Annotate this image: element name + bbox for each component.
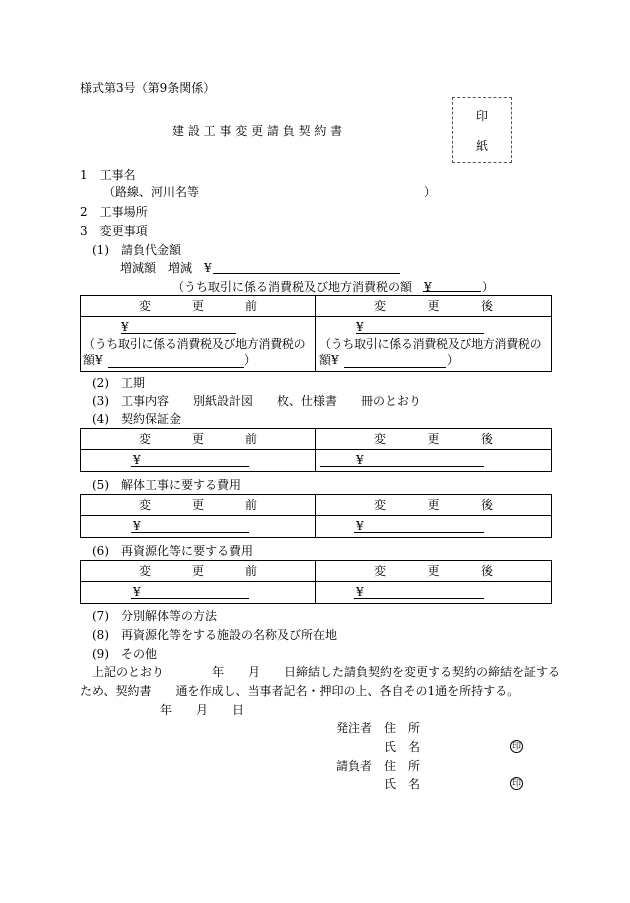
contract-deposit-table: [80, 428, 552, 472]
increase-amount-line: [213, 273, 400, 274]
demolition-cost-table: [80, 494, 552, 538]
header-before: [81, 561, 316, 582]
tax-before-line: [108, 353, 244, 368]
header-after-char: 後: [480, 498, 493, 512]
other-heading: (9) その他: [92, 647, 157, 661]
deposit-before-cell: [81, 450, 316, 472]
recycling-before-cell: [81, 582, 316, 604]
header-before-char: 前: [244, 498, 257, 512]
header-before-char: 前: [244, 564, 257, 578]
header-after-char: 更: [427, 432, 440, 446]
header-after: [316, 296, 552, 317]
recycling-facility-heading: (8) 再資源化等をする施設の名称及び所在地: [92, 628, 337, 642]
contract-amount-table: [80, 295, 552, 372]
tax-after-yen: 額¥: [319, 353, 339, 367]
header-after-char: 変: [374, 564, 387, 578]
header-after-char: 後: [480, 432, 493, 446]
orderer-name-label: 氏 名: [384, 740, 421, 754]
orderer-address-label: 住 所: [384, 721, 421, 735]
contractor-seal-icon: 印: [511, 779, 521, 789]
recycling-cost-table: [80, 560, 552, 604]
header-before-char: 前: [244, 432, 257, 446]
orderer-label: 発注者: [336, 721, 373, 735]
header-before-char: 更: [191, 498, 204, 512]
section-1-heading: 1 工事名: [80, 168, 136, 182]
amount-after-cell: [316, 317, 552, 372]
header-after-char: 後: [480, 299, 493, 313]
header-before: [81, 495, 316, 516]
closing-statement-line2: ため、契約書 通を作成し、当事者記名・押印の上、各自その1通を所持する。: [80, 684, 520, 698]
recycling-before-yen: ¥: [133, 585, 141, 599]
header-before-char: 変: [139, 299, 152, 313]
header-before: [81, 296, 316, 317]
amount-before-cell: [81, 317, 316, 372]
amount-after-line: [356, 319, 484, 334]
orderer-seal-icon: 印: [511, 742, 521, 752]
demolition-before-yen: ¥: [133, 519, 141, 533]
tax-after-text: （うち取引に係る消費税及び地方消費税の: [319, 337, 542, 351]
deposit-after-line: [320, 452, 484, 467]
tax-before-text: （うち取引に係る消費税及び地方消費税の: [83, 337, 306, 351]
tax-after-line: [344, 353, 446, 368]
route-river-label: （路線、河川名等: [103, 185, 200, 199]
contract-deposit-heading: (4) 契約保証金: [92, 412, 181, 426]
header-after-char: 更: [427, 299, 440, 313]
stamp-label-bottom: 紙: [475, 139, 488, 153]
header-after: [316, 561, 552, 582]
deposit-after-cell: [316, 450, 552, 472]
header-after-char: 変: [374, 498, 387, 512]
contractor-address-label: 住 所: [384, 759, 421, 773]
amount-after-yen: ¥: [356, 320, 364, 334]
header-after: [316, 429, 552, 450]
demolition-cost-heading: (5) 解体工事に要する費用: [92, 478, 241, 492]
header-before: [81, 429, 316, 450]
deposit-after-yen: ¥: [356, 453, 364, 467]
stamp-label-top: 印: [475, 109, 488, 123]
separate-demolition-heading: (7) 分別解体等の方法: [92, 609, 217, 623]
header-before-char: 更: [191, 299, 204, 313]
tax-before-yen: 額¥: [83, 353, 103, 367]
header-after: [316, 495, 552, 516]
section-3-heading: 3 変更事項: [80, 224, 148, 238]
tax-after-close: ）: [447, 353, 460, 367]
consumption-tax-line: [423, 291, 481, 292]
amount-before-line: [121, 319, 236, 334]
contract-date: 年 月 日: [160, 703, 245, 717]
form-number: 様式第3号（第9条関係）: [80, 81, 216, 95]
increase-amount-label: 増減額 増減 ¥: [120, 261, 212, 275]
closing-statement-line1: 上記のとおり 年 月 日締結した請負契約を変更する契約の締結を証する: [92, 665, 561, 679]
revenue-stamp-box: [452, 97, 512, 163]
header-after-char: 変: [374, 432, 387, 446]
construction-period-heading: (2) 工期: [92, 376, 145, 390]
demolition-after-yen: ¥: [356, 519, 364, 533]
header-after-char: 後: [480, 564, 493, 578]
demolition-before-cell: [81, 516, 316, 538]
header-before-char: 前: [244, 299, 257, 313]
header-before-char: 更: [191, 564, 204, 578]
route-river-close: ）: [424, 185, 437, 199]
contractor-name-label: 氏 名: [384, 777, 421, 791]
construction-content-heading: (3) 工事内容 別紙設計図 枚、仕様書 冊のとおり: [92, 394, 422, 408]
demolition-before-line: [131, 518, 249, 533]
contractor-label: 請負者: [336, 759, 373, 773]
contract-amount-heading: (1) 請負代金額: [92, 243, 181, 257]
amount-before-yen: ¥: [121, 320, 129, 334]
header-after-char: 更: [427, 498, 440, 512]
consumption-tax-close: ）: [482, 280, 495, 294]
deposit-before-yen: ¥: [133, 453, 141, 467]
header-before-char: 変: [139, 564, 152, 578]
recycling-after-cell: [316, 582, 552, 604]
recycling-cost-heading: (6) 再資源化等に要する費用: [92, 544, 253, 558]
section-2-heading: 2 工事場所: [80, 205, 148, 219]
tax-before-close: ）: [244, 353, 257, 367]
header-after-char: 変: [374, 299, 387, 313]
document-title: 建 設 工 事 変 更 請 負 契 約 書: [172, 124, 343, 138]
header-before-char: 変: [139, 498, 152, 512]
deposit-before-line: [131, 452, 249, 467]
header-before-char: 更: [191, 432, 204, 446]
demolition-after-cell: [316, 516, 552, 538]
recycling-before-line: [131, 584, 249, 599]
header-before-char: 変: [139, 432, 152, 446]
consumption-tax-label: （うち取引に係る消費税及び地方消費税の額 ¥: [172, 280, 432, 294]
demolition-after-line: [354, 518, 484, 533]
recycling-after-line: [354, 584, 484, 599]
recycling-after-yen: ¥: [356, 585, 364, 599]
header-after-char: 更: [427, 564, 440, 578]
